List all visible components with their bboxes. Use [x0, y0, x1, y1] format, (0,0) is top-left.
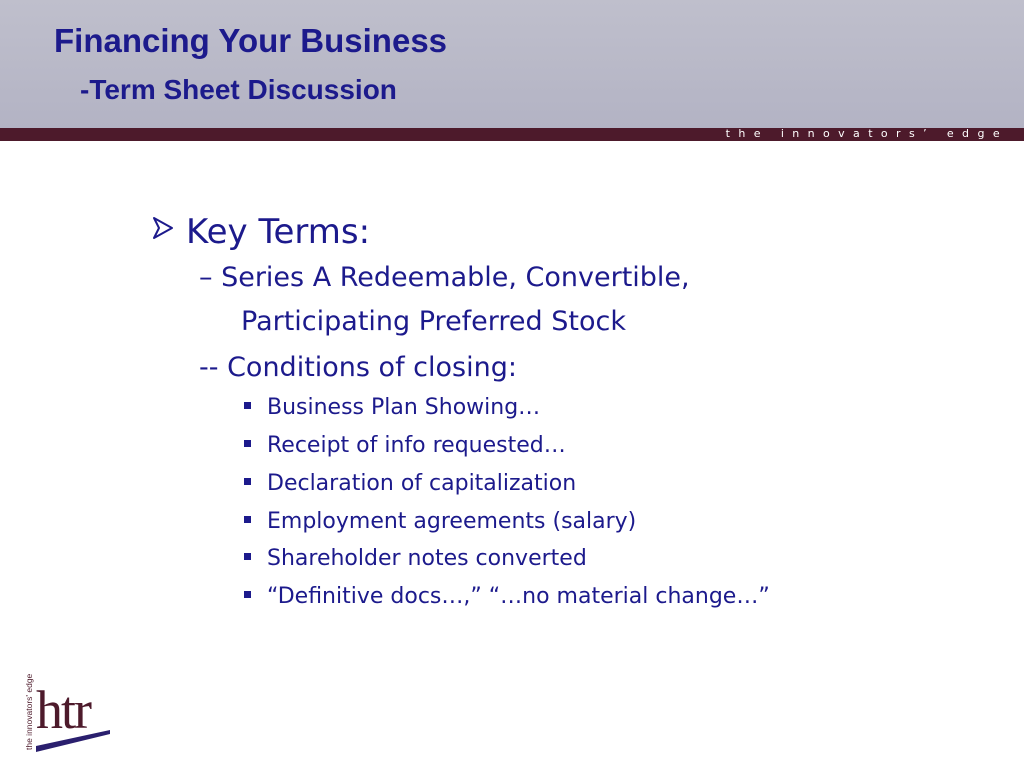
- bullet-text: Declaration of capitalization: [267, 471, 577, 496]
- list-item: [244, 584, 770, 609]
- bullet-text: Employment agreements (salary): [267, 509, 637, 534]
- square-bullet-icon: [244, 440, 251, 447]
- tagline: the innovators’ edge: [725, 127, 1008, 140]
- logo-text: htr: [36, 680, 90, 740]
- bullet-text: Receipt of info requested…: [267, 433, 566, 458]
- arrow-bullet-icon: [150, 215, 176, 241]
- square-bullet-icon: [244, 402, 251, 409]
- list-item: [244, 546, 587, 571]
- list-item: [244, 471, 576, 496]
- list-item: [244, 509, 636, 534]
- square-bullet-icon: [244, 553, 251, 560]
- list-item: [244, 395, 540, 420]
- conditions-heading: -- Conditions of closing:: [199, 352, 517, 383]
- square-bullet-icon: [244, 516, 251, 523]
- square-bullet-icon: [244, 591, 251, 598]
- list-item: [244, 433, 566, 458]
- slide-title: Financing Your Business: [54, 22, 448, 59]
- key-terms-text: Key Terms:: [186, 212, 371, 252]
- preferred-stock-line: Participating Preferred Stock: [241, 306, 626, 337]
- bullet-text: Business Plan Showing…: [267, 395, 541, 420]
- slide-subtitle: -Term Sheet Discussion: [80, 74, 397, 105]
- square-bullet-icon: [244, 478, 251, 485]
- htr-logo: [22, 668, 122, 756]
- key-terms-heading: [150, 212, 370, 252]
- bullet-text: Shareholder notes converted: [267, 546, 587, 571]
- logo-vertical-text: the innovators' edge: [24, 673, 34, 750]
- series-a-line: – Series A Redeemable, Convertible,: [199, 262, 690, 293]
- bullet-text: “Definitive docs…,” “…no material change…”: [267, 584, 770, 609]
